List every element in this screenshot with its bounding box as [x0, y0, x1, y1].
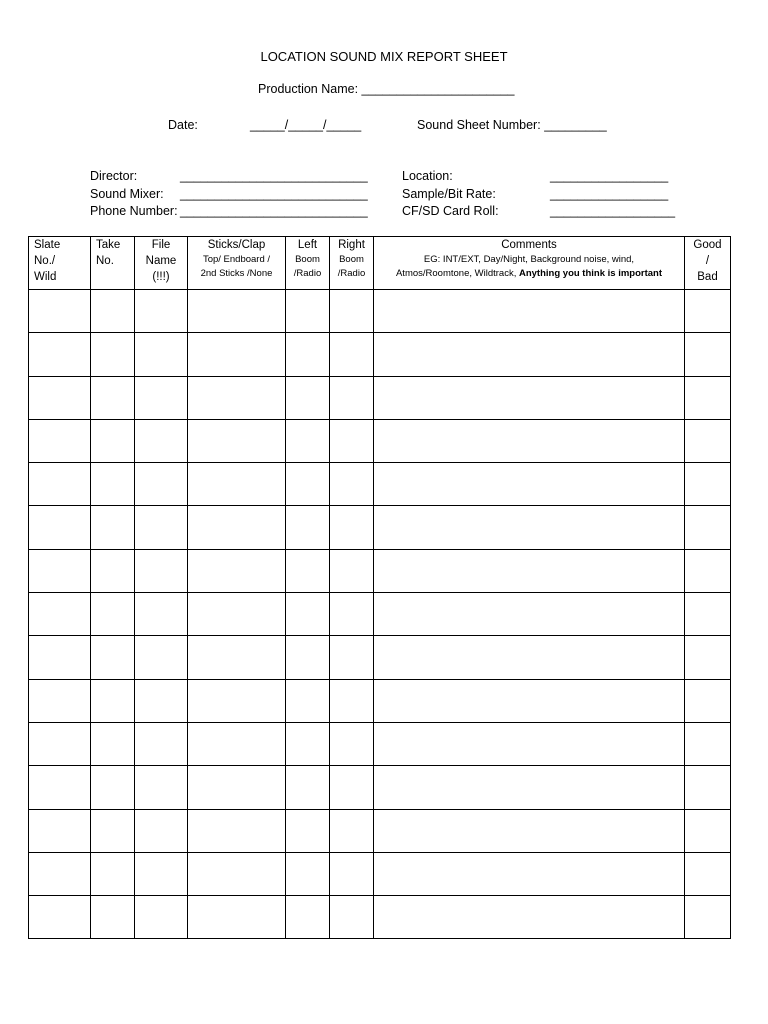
- cell-slate[interactable]: [29, 896, 91, 939]
- cell-slate[interactable]: [29, 549, 91, 592]
- cell-left[interactable]: [286, 636, 330, 679]
- cell-left[interactable]: [286, 419, 330, 462]
- sound-mixer-label: Sound Mixer:: [90, 187, 164, 201]
- cell-slate[interactable]: [29, 419, 91, 462]
- cell-good-bad[interactable]: [685, 722, 731, 765]
- cell-sticks[interactable]: [188, 290, 286, 333]
- cell-file-name[interactable]: [135, 722, 188, 765]
- cell-file-name[interactable]: [135, 809, 188, 852]
- cell-comments[interactable]: [374, 333, 685, 376]
- header-file-name: File Name (!!!): [135, 237, 188, 290]
- cell-file-name[interactable]: [135, 549, 188, 592]
- table-row: [29, 722, 731, 765]
- cell-file-name[interactable]: [135, 896, 188, 939]
- cell-take[interactable]: [91, 376, 135, 419]
- sample-bit-rate-label: Sample/Bit Rate:: [402, 187, 496, 201]
- cell-good-bad[interactable]: [685, 376, 731, 419]
- cell-file-name[interactable]: [135, 506, 188, 549]
- production-name-label: Production Name:: [258, 82, 359, 96]
- cell-take[interactable]: [91, 722, 135, 765]
- table-row: [29, 593, 731, 636]
- cell-sticks[interactable]: [188, 679, 286, 722]
- header-right: Right Boom /Radio: [330, 237, 374, 290]
- cell-good-bad[interactable]: [685, 419, 731, 462]
- table-row: [29, 766, 731, 809]
- cell-file-name[interactable]: [135, 679, 188, 722]
- cell-file-name[interactable]: [135, 376, 188, 419]
- cell-slate[interactable]: [29, 290, 91, 333]
- cell-comments[interactable]: [374, 376, 685, 419]
- cell-file-name[interactable]: [135, 766, 188, 809]
- cell-slate[interactable]: [29, 679, 91, 722]
- cell-slate[interactable]: [29, 593, 91, 636]
- phone-number-blank[interactable]: ___________________________: [180, 204, 368, 218]
- cell-right[interactable]: [330, 636, 374, 679]
- cell-left[interactable]: [286, 809, 330, 852]
- cell-right[interactable]: [330, 419, 374, 462]
- table-row: [29, 896, 731, 939]
- cell-right[interactable]: [330, 722, 374, 765]
- cell-left[interactable]: [286, 679, 330, 722]
- cell-comments[interactable]: [374, 419, 685, 462]
- card-roll-blank[interactable]: __________________: [550, 204, 676, 218]
- cell-slate[interactable]: [29, 333, 91, 376]
- cell-sticks[interactable]: [188, 766, 286, 809]
- sheet-title: LOCATION SOUND MIX REPORT SHEET: [260, 49, 508, 64]
- cell-slate[interactable]: [29, 809, 91, 852]
- cell-sticks[interactable]: [188, 896, 286, 939]
- cell-slate[interactable]: [29, 722, 91, 765]
- cell-take[interactable]: [91, 809, 135, 852]
- cell-left[interactable]: [286, 549, 330, 592]
- cell-sticks[interactable]: [188, 333, 286, 376]
- cell-right[interactable]: [330, 506, 374, 549]
- cell-sticks[interactable]: [188, 593, 286, 636]
- cell-left[interactable]: [286, 463, 330, 506]
- cell-file-name[interactable]: [135, 852, 188, 895]
- cell-good-bad[interactable]: [685, 593, 731, 636]
- cell-file-name[interactable]: [135, 463, 188, 506]
- cell-left[interactable]: [286, 333, 330, 376]
- cell-good-bad[interactable]: [685, 852, 731, 895]
- cell-good-bad[interactable]: [685, 809, 731, 852]
- cell-good-bad[interactable]: [685, 766, 731, 809]
- cell-slate[interactable]: [29, 463, 91, 506]
- cell-sticks[interactable]: [188, 549, 286, 592]
- cell-sticks[interactable]: [188, 419, 286, 462]
- cell-comments[interactable]: [374, 766, 685, 809]
- cell-sticks[interactable]: [188, 636, 286, 679]
- header-sticks-clap: Sticks/Clap Top/ Endboard / 2nd Sticks /None: [188, 237, 286, 290]
- cell-sticks[interactable]: [188, 852, 286, 895]
- cell-right[interactable]: [330, 333, 374, 376]
- cell-right[interactable]: [330, 852, 374, 895]
- cell-comments[interactable]: [374, 506, 685, 549]
- cell-slate[interactable]: [29, 506, 91, 549]
- table-row: [29, 376, 731, 419]
- cell-comments[interactable]: [374, 852, 685, 895]
- cell-right[interactable]: [330, 549, 374, 592]
- sound-report-table: [28, 236, 731, 939]
- cell-right[interactable]: [330, 463, 374, 506]
- sound-sheet-number-field[interactable]: [417, 118, 607, 132]
- cell-right[interactable]: [330, 766, 374, 809]
- cell-good-bad[interactable]: [685, 636, 731, 679]
- cell-left[interactable]: [286, 722, 330, 765]
- date-blank[interactable]: _____/_____/_____: [250, 118, 362, 132]
- header-slate: Slate No./ Wild: [29, 237, 91, 290]
- cell-file-name[interactable]: [135, 636, 188, 679]
- cell-slate[interactable]: [29, 766, 91, 809]
- header-left: Left Boom /Radio: [286, 237, 330, 290]
- cell-take[interactable]: [91, 333, 135, 376]
- location-blank[interactable]: _________________: [550, 169, 669, 183]
- cell-right[interactable]: [330, 290, 374, 333]
- cell-take[interactable]: [91, 290, 135, 333]
- cell-take[interactable]: [91, 766, 135, 809]
- cell-good-bad[interactable]: [685, 679, 731, 722]
- production-name-field[interactable]: [258, 82, 515, 96]
- production-name-blank: ______________________: [361, 82, 515, 96]
- cell-right[interactable]: [330, 376, 374, 419]
- cell-left[interactable]: [286, 896, 330, 939]
- cell-sticks[interactable]: [188, 722, 286, 765]
- cell-take[interactable]: [91, 896, 135, 939]
- cell-comments[interactable]: [374, 593, 685, 636]
- cell-slate[interactable]: [29, 636, 91, 679]
- cell-comments[interactable]: [374, 290, 685, 333]
- cell-good-bad[interactable]: [685, 463, 731, 506]
- cell-file-name[interactable]: [135, 593, 188, 636]
- phone-number-label: Phone Number:: [90, 204, 178, 218]
- card-roll-label: CF/SD Card Roll:: [402, 204, 499, 218]
- sample-bit-rate-blank[interactable]: _________________: [550, 187, 669, 201]
- sound-sheet-number-label: Sound Sheet Number:: [417, 118, 541, 132]
- cell-take[interactable]: [91, 463, 135, 506]
- cell-file-name[interactable]: [135, 333, 188, 376]
- table-row: [29, 506, 731, 549]
- table-row: [29, 549, 731, 592]
- table-row: [29, 679, 731, 722]
- cell-good-bad[interactable]: [685, 333, 731, 376]
- cell-right[interactable]: [330, 679, 374, 722]
- cell-slate[interactable]: [29, 852, 91, 895]
- table-row: [29, 333, 731, 376]
- table-row: [29, 809, 731, 852]
- cell-good-bad[interactable]: [685, 506, 731, 549]
- table-row: [29, 290, 731, 333]
- cell-sticks[interactable]: [188, 463, 286, 506]
- sound-mixer-blank[interactable]: ___________________________: [180, 187, 368, 201]
- cell-left[interactable]: [286, 852, 330, 895]
- cell-comments[interactable]: [374, 463, 685, 506]
- header-take: Take No.: [91, 237, 135, 290]
- cell-right[interactable]: [330, 896, 374, 939]
- cell-good-bad[interactable]: [685, 549, 731, 592]
- cell-sticks[interactable]: [188, 376, 286, 419]
- cell-take[interactable]: [91, 419, 135, 462]
- cell-left[interactable]: [286, 766, 330, 809]
- director-label: Director:: [90, 169, 138, 183]
- cell-comments[interactable]: [374, 809, 685, 852]
- table-row: [29, 463, 731, 506]
- cell-right[interactable]: [330, 593, 374, 636]
- cell-comments[interactable]: [374, 549, 685, 592]
- cell-left[interactable]: [286, 290, 330, 333]
- cell-file-name[interactable]: [135, 419, 188, 462]
- table-row: [29, 852, 731, 895]
- cell-take[interactable]: [91, 679, 135, 722]
- cell-take[interactable]: [91, 549, 135, 592]
- table-header-row: [29, 237, 731, 290]
- cell-good-bad[interactable]: [685, 290, 731, 333]
- cell-comments[interactable]: [374, 636, 685, 679]
- cell-left[interactable]: [286, 506, 330, 549]
- cell-take[interactable]: [91, 636, 135, 679]
- cell-file-name[interactable]: [135, 290, 188, 333]
- director-blank[interactable]: ___________________________: [180, 169, 368, 183]
- date-label: Date:: [168, 118, 198, 132]
- cell-take[interactable]: [91, 593, 135, 636]
- cell-left[interactable]: [286, 376, 330, 419]
- table-row: [29, 636, 731, 679]
- cell-right[interactable]: [330, 809, 374, 852]
- cell-take[interactable]: [91, 852, 135, 895]
- cell-comments[interactable]: [374, 896, 685, 939]
- cell-sticks[interactable]: [188, 809, 286, 852]
- header-comments: Comments EG: INT/EXT, Day/Night, Background noise, wind, Atmos/Roomtone, Wildtrack, Anything you think is important: [374, 237, 685, 290]
- location-label: Location:: [402, 169, 453, 183]
- cell-comments[interactable]: [374, 722, 685, 765]
- cell-slate[interactable]: [29, 376, 91, 419]
- sound-sheet-number-blank: _________: [544, 118, 607, 132]
- cell-take[interactable]: [91, 506, 135, 549]
- cell-comments[interactable]: [374, 679, 685, 722]
- cell-good-bad[interactable]: [685, 896, 731, 939]
- cell-left[interactable]: [286, 593, 330, 636]
- header-good-bad: Good / Bad: [685, 237, 731, 290]
- table-row: [29, 419, 731, 462]
- cell-sticks[interactable]: [188, 506, 286, 549]
